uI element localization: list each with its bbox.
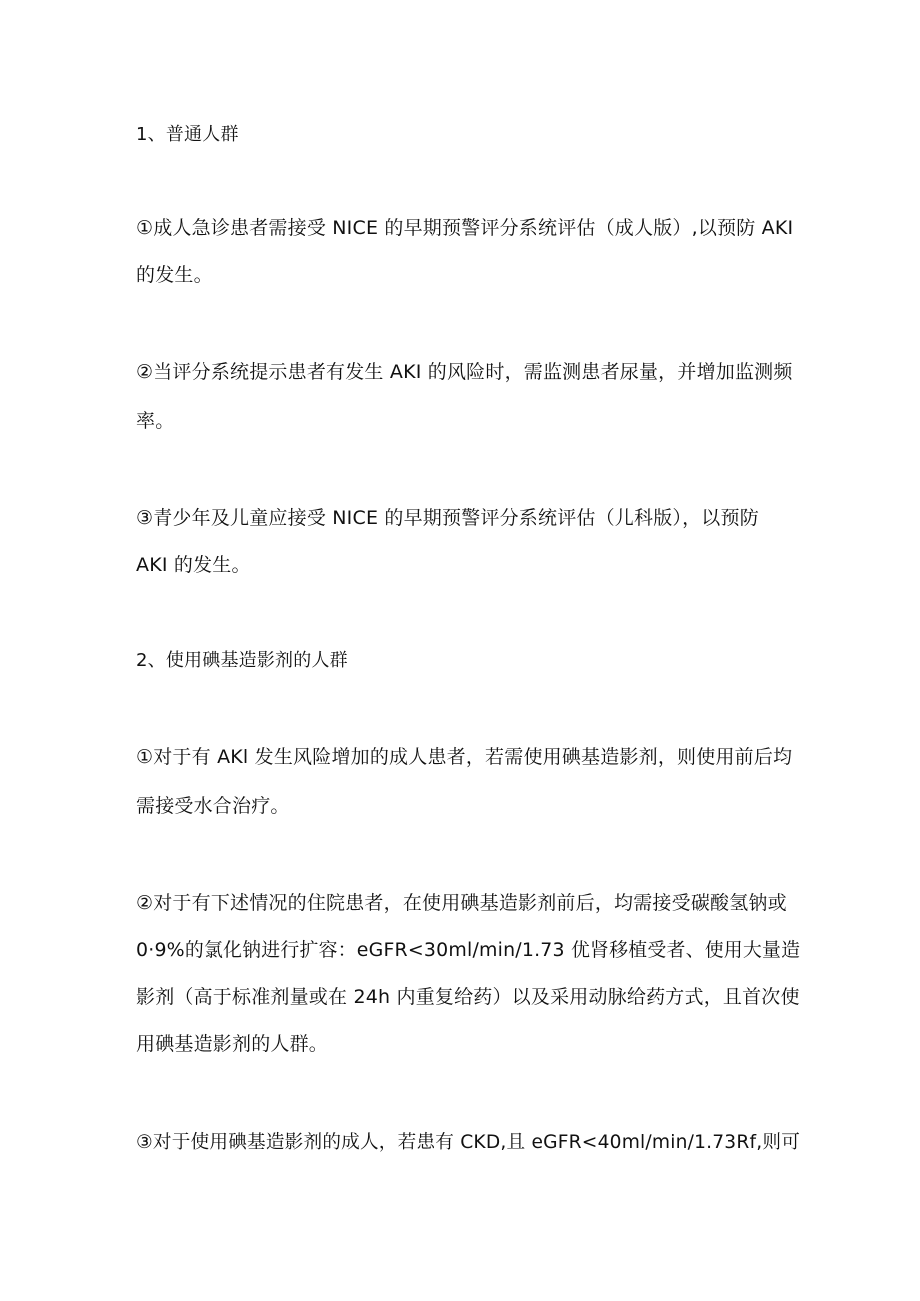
paragraph-line: 用碘基造影剂的人群。	[136, 1033, 329, 1055]
paragraph-line: 0·9%的氯化钠进行扩容：eGFR<30ml∕min∕1.73 优肾移植受者、使用大量造	[136, 939, 801, 961]
section-heading-general-population: 1、普通人群	[136, 124, 239, 145]
paragraph-line: ②对于有下述情况的住院患者，在使用碘基造影剂前后，均需接受碳酸氢钠或	[136, 892, 787, 914]
paragraph-line: ①成人急诊患者需接受 NICE 的早期预警评分系统评估（成人版）,以预防 AKI	[136, 217, 794, 239]
paragraph-line: ③对于使用碘基造影剂的成人，若患有 CKD,且 eGFR<40ml∕min∕1.73Rf,则可	[136, 1132, 801, 1153]
paragraph-line: 影剂（高于标准剂量或在 24h 内重复给药）以及采用动脉给药方式，且首次使	[136, 986, 800, 1008]
paragraph-line: ②当评分系统提示患者有发生 AKI 的风险时，需监测患者尿量，并增加监测频	[136, 361, 793, 383]
section-heading-contrast-agent: 2、使用碘基造影剂的人群	[136, 650, 348, 671]
paragraph-line: 率。	[136, 410, 175, 432]
paragraph-line: 的发生。	[136, 264, 213, 286]
paragraph-line: AKI 的发生。	[136, 554, 251, 576]
paragraph-line: 需接受水合治疗。	[136, 795, 290, 817]
paragraph-line: ①对于有 AKl 发生风险增加的成人患者，若需使用碘基造影剂，则使用前后均	[136, 746, 793, 768]
paragraph-line: ③青少年及儿童应接受 NICE 的早期预警评分系统评估（儿科版），以预防	[136, 507, 759, 529]
